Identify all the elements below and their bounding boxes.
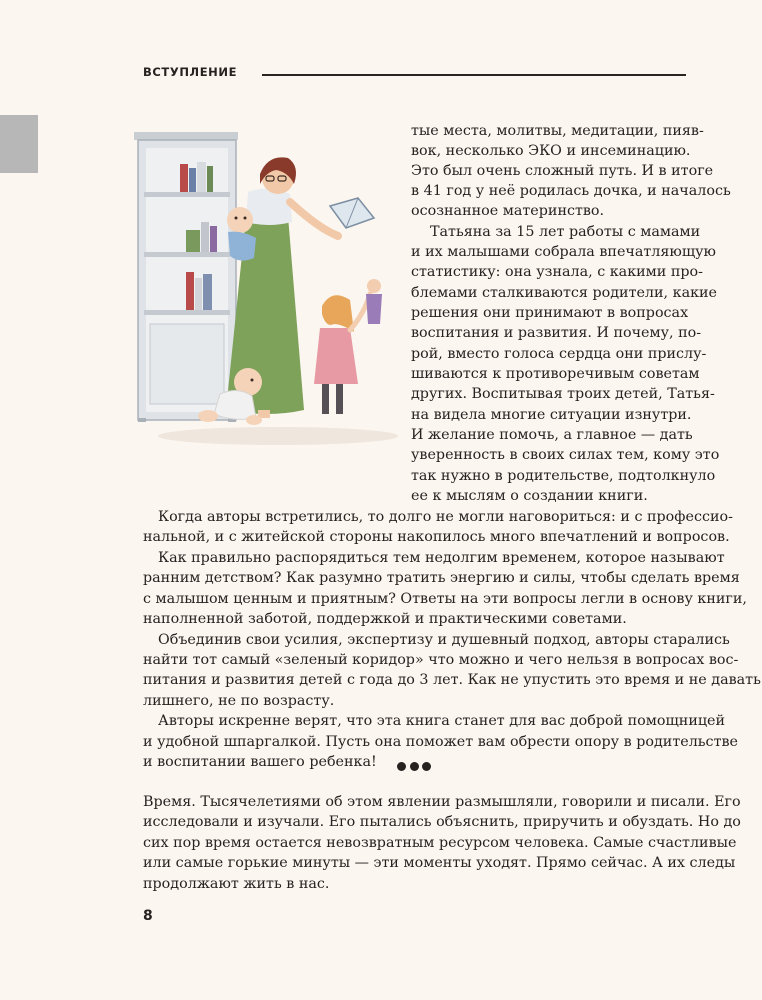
column-line: уверенность в своих силах тем, кому это [411,447,720,463]
separator-dot [410,762,419,771]
girl-figure [314,279,382,414]
column-line: в 41 год у неё родилась дочка, и началось [411,183,731,199]
body-line: с малышом ценным и приятным? Ответы на эти вопросы легли в основу книги, [143,591,747,607]
column-line: вок, несколько ЭКО и инсеминацию. [411,143,691,159]
column-line: на видела многие ситуации изнутри. [411,407,692,423]
body-line: наполненной заботой, поддержкой и практическими советами. [143,611,627,627]
closing-line: сих пор время остается невозвратным ресурсом человека. Самые счастливые [143,835,737,851]
separator-dot [397,762,406,771]
body-line: Объединив свои усилия, экспертизу и душевный подход, авторы старались [158,632,730,648]
column-line: других. Воспитывая троих детей, Татья- [411,386,715,402]
column-line: ее к мыслям о создании книги. [411,488,648,504]
side-tab-marker [0,115,38,173]
column-line: и их малышами собрала впечатляющую [411,244,716,260]
body-line: лишнего, не по возрасту. [143,693,335,709]
body-line: питания и развития детей с года до 3 лет. Как не упустить это время и не давать [143,672,761,688]
column-line: И желание помочь, а главное — дать [411,427,693,443]
column-line: рой, вместо голоса сердца они прислу- [411,346,707,362]
bookshelf [134,132,238,422]
section-separator [397,760,431,772]
column-line: воспитания и развития. И почему, по- [411,325,702,341]
closing-line: исследовали и изучали. Его пытались объяснить, приручить и обуздать. Но до [143,814,741,830]
body-line: ранним детством? Как разумно тратить энергию и силы, чтобы сделать время [143,570,740,586]
closing-line: Время. Тысячелетиями об этом явлении размышляли, говорили и писали. Его [143,794,741,810]
column-line: Это был очень сложный путь. И в итоге [411,163,714,179]
body-line: и удобной шпаргалкой. Пусть она поможет вам обрести опору в родительстве [143,734,738,750]
mother-children-bookshelf-illustration [128,118,404,456]
header-rule [262,74,686,76]
body-line: Когда авторы встретились, то долго не могли наговориться: и с профессио- [158,509,733,525]
body-line: Авторы искренне верят, что эта книга станет для вас доброй помощницей [158,713,726,729]
body-line: Как правильно распорядиться тем недолгим временем, которое называют [158,550,725,566]
body-line: найти тот самый «зеленый коридор» что можно и чего нельзя в вопросах вос- [143,652,739,668]
column-line: блемами сталкиваются родители, какие [411,285,718,301]
column-line: так нужно в родительстве, подтолкнуло [411,468,716,484]
column-line: тые места, молитвы, медитации, пияв- [411,123,704,139]
closing-line: продолжают жить в нас. [143,876,330,892]
body-line: нальной, и с житейской стороны накопилось много впечатлений и вопросов. [143,529,730,545]
section-header-label: ВСТУПЛЕНИЕ [143,65,238,79]
body-line: и воспитании вашего ребенка! [143,754,377,770]
separator-dot [422,762,431,771]
closing-line: или самые горькие минуты — эти моменты уходят. Прямо сейчас. А их следы [143,855,736,871]
column-line: решения они принимают в вопросах [411,305,689,321]
column-line: статистику: она узнала, с какими про- [411,264,703,280]
column-line: Татьяна за 15 лет работы с мамами [430,224,701,240]
column-line: осознанное материнство. [411,203,605,219]
column-line: шиваются к противоречивым советам [411,366,700,382]
page-number: 8 [143,908,153,924]
